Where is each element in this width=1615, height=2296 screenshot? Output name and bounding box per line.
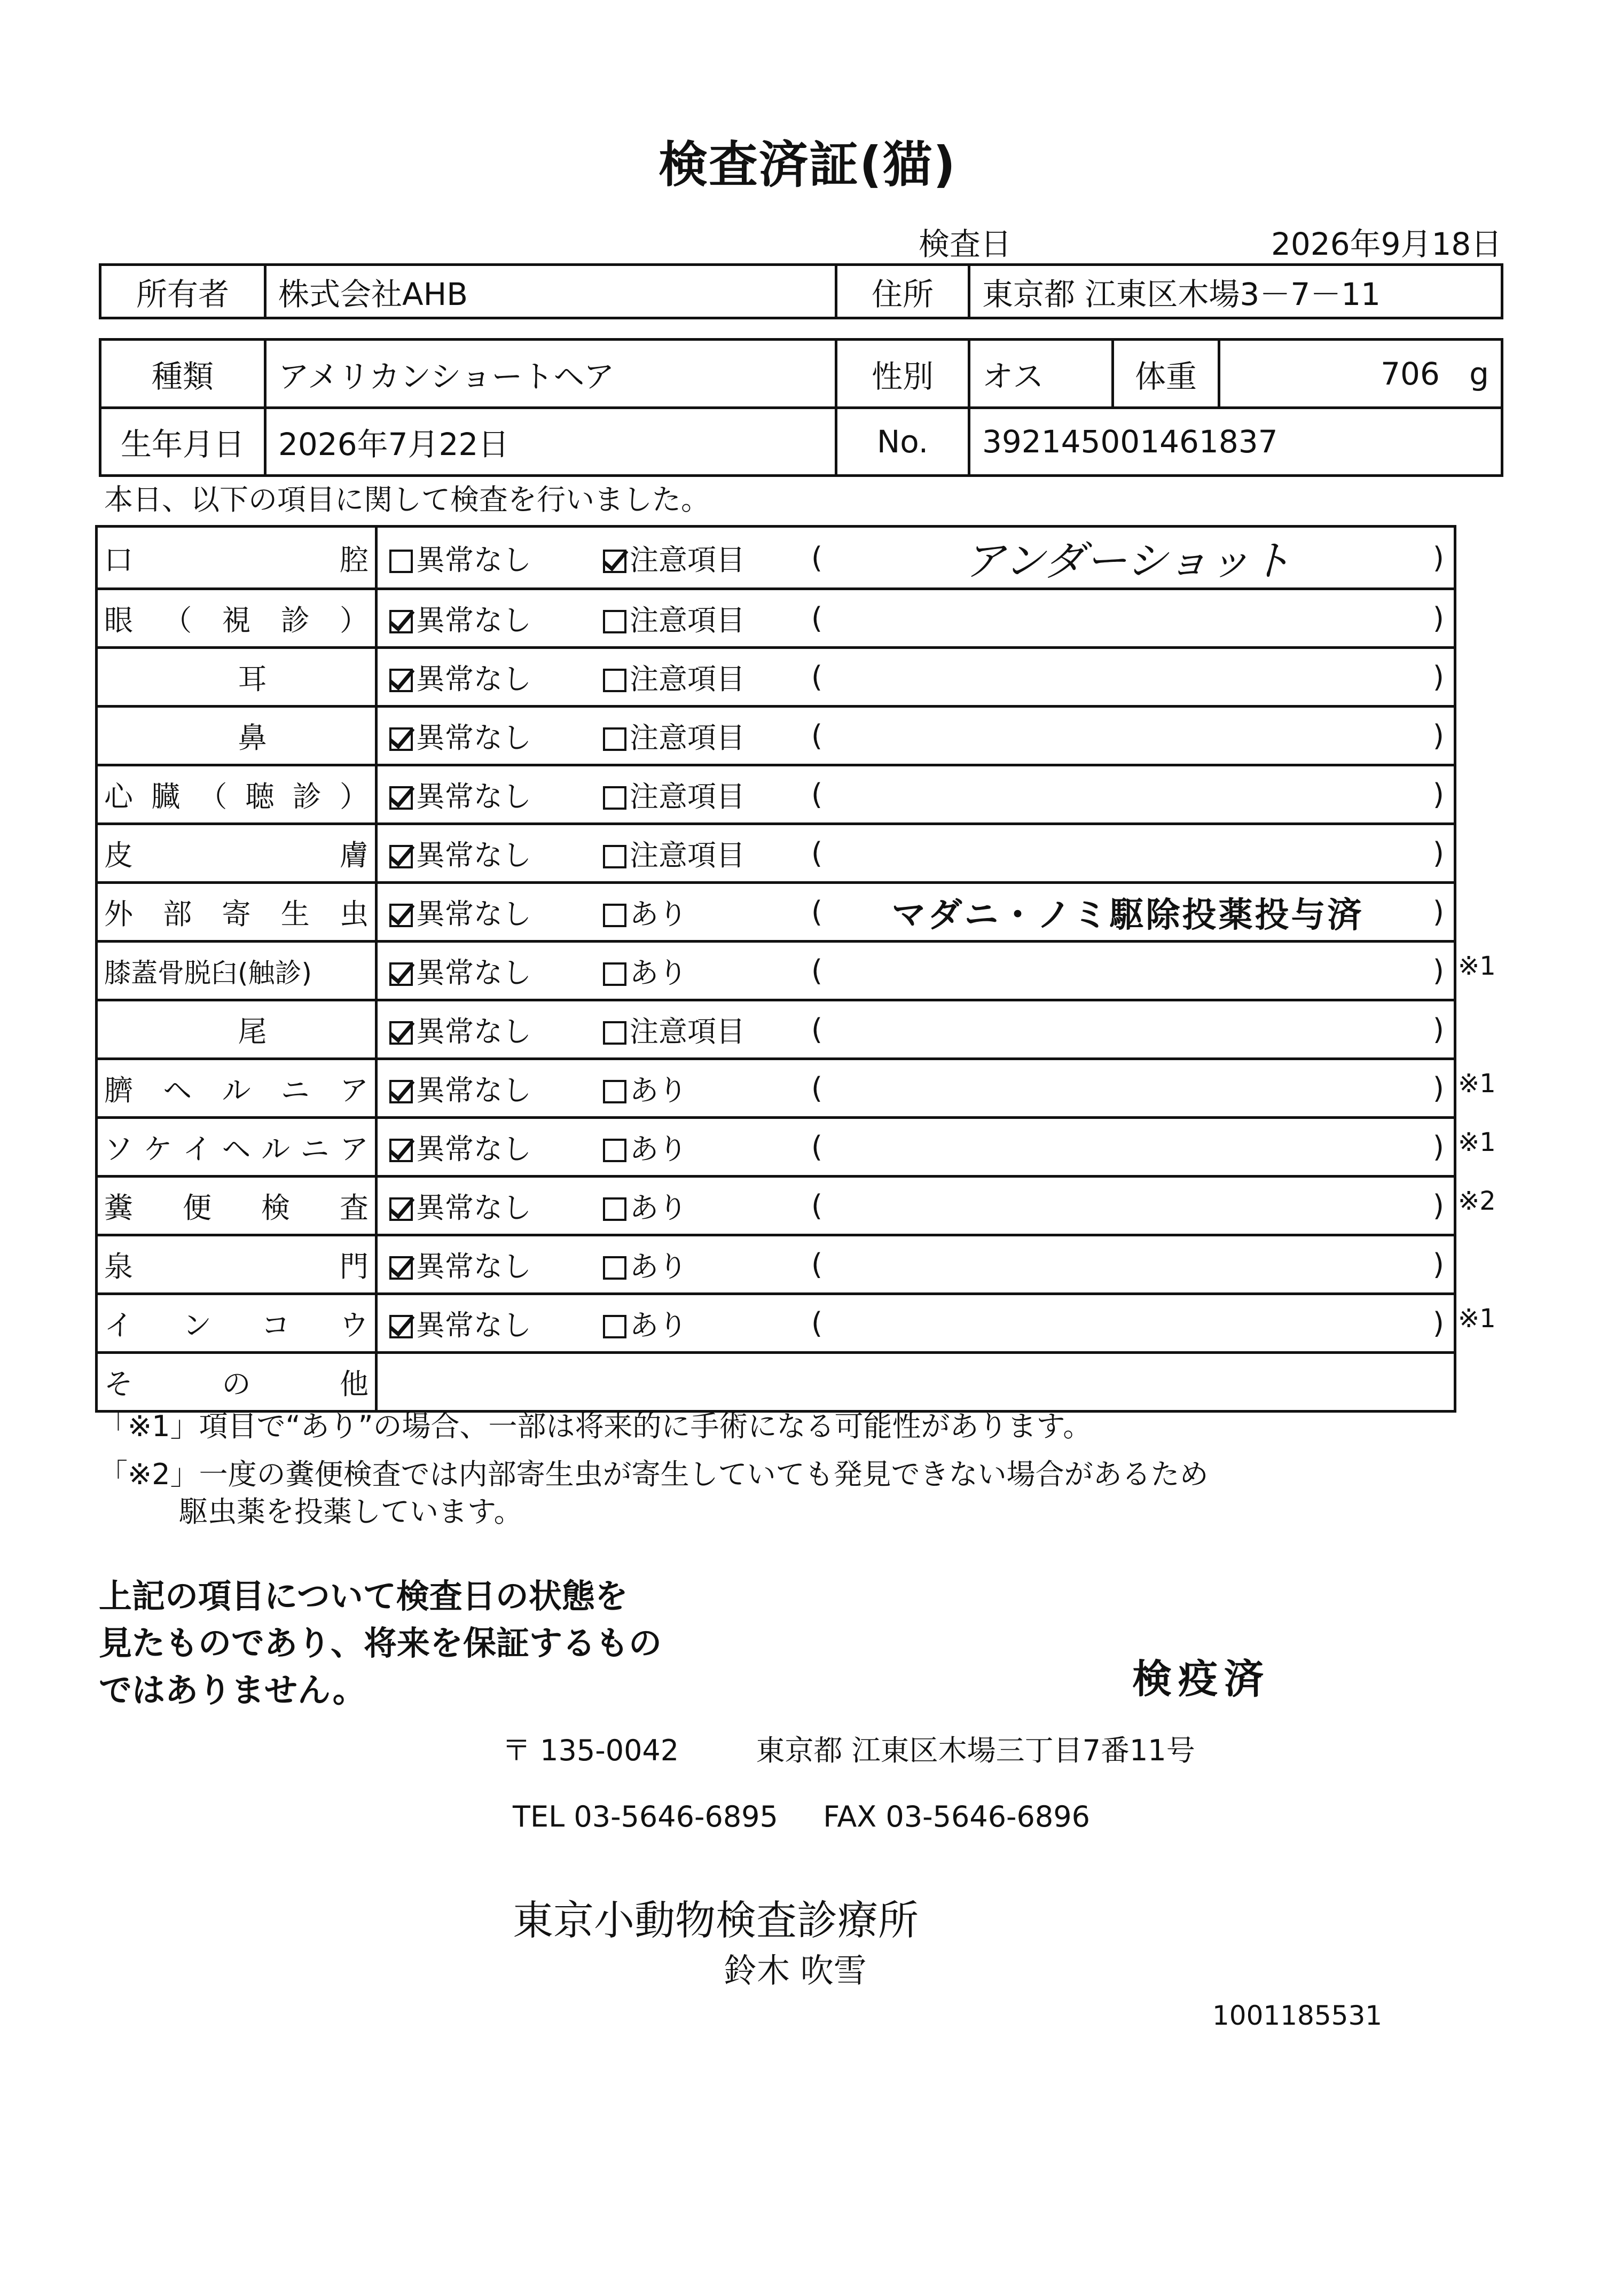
paren-open: ( [811,719,823,753]
check-item-label [97,942,377,1000]
disclaimer-line: 上記の項目について検査日の状態を [99,1577,628,1616]
checked-checkbox-icon[interactable] [389,1080,413,1103]
check-row [97,527,1455,589]
paren-open: ( [811,601,823,635]
number-label: No. [836,408,969,476]
check-item-text: 尾 [238,1015,267,1048]
check-result [377,1235,1455,1294]
paren-close: ) [1432,778,1444,811]
note-2: 「※2」一度の糞便検査では内部寄生虫が寄生していても発見できない場合があるため [99,1457,1209,1491]
paren-open: ( [811,778,823,811]
checked-checkbox-icon[interactable] [389,962,413,986]
paren-open: ( [811,1071,823,1105]
option-normal[interactable] [378,1126,603,1167]
checkbox-icon[interactable] [603,1139,626,1162]
check-row [97,589,1455,648]
checkbox-icon[interactable] [603,962,626,986]
document-title: 検査済証(猫) [658,136,957,193]
check-item-text: 口 腔 [104,543,369,577]
check-row [97,1059,1455,1118]
option-label: 異常なし [416,1015,531,1048]
checked-checkbox-icon[interactable] [389,904,413,927]
weight-cell [1219,340,1502,408]
check-item-text: イ ン コ ウ [104,1308,369,1342]
disclaimer-line: ではありません。 [99,1671,366,1710]
check-item-text: ソ ケ イ ヘ ル ニ ア [104,1132,369,1166]
check-row [97,1235,1455,1294]
checkbox-icon[interactable] [603,1315,626,1338]
paren-close: ) [1432,1248,1444,1281]
option-label: 異常なし [416,662,531,696]
breed-value: アメリカンショートヘア [265,340,836,408]
option-label: 注意項目 [630,543,745,577]
check-result [377,527,1455,589]
check-result [377,765,1455,824]
option-normal[interactable] [378,950,603,991]
intro-text: 本日、以下の項目に関して検査を行いました。 [104,483,710,516]
paren-close: ) [1432,719,1444,753]
checked-checkbox-icon[interactable] [389,1197,413,1221]
option-label: 異常なし [416,721,531,755]
number-value: 392145001461837 [969,408,1502,476]
check-item-text: 臍 ヘ ル ニ ア [104,1073,369,1107]
option-attention[interactable] [603,598,811,639]
option-attention[interactable] [603,774,811,815]
checked-checkbox-icon[interactable] [389,786,413,810]
check-result [377,1118,1455,1177]
checked-checkbox-icon[interactable] [389,1256,413,1280]
paren-close: ) [1432,1071,1444,1105]
checked-checkbox-icon[interactable] [389,1139,413,1162]
other-input[interactable] [377,1353,1455,1412]
paren-open: ( [811,1306,823,1340]
check-result [377,942,1455,1000]
pet-info-table [99,338,1503,477]
option-label: 異常なし [416,956,531,990]
option-attention[interactable] [603,1068,811,1109]
document-number: 1001185531 [1212,2000,1383,2031]
check-row [97,942,1455,1000]
paren-close: ) [1432,836,1444,870]
checked-checkbox-icon[interactable] [389,845,413,868]
owner-table [99,263,1503,319]
option-normal[interactable] [378,833,603,874]
option-label: 異常なし [416,897,531,931]
check-item-text: 眼 （ 視 診 ） [104,604,369,637]
footnote-mark: ※2 [1458,1186,1496,1216]
paren-open: ( [811,954,823,988]
check-result [377,707,1455,765]
disclaimer-line: 見たものであり、将来を保証するもの [99,1624,662,1663]
footnote-mark: ※1 [1458,951,1496,981]
check-result [377,648,1455,707]
checkbox-icon[interactable] [603,1080,626,1103]
check-item-label [97,527,377,589]
check-item-label [97,589,377,648]
check-row [97,707,1455,765]
check-result [377,1000,1455,1059]
option-normal[interactable] [378,656,603,698]
option-attention[interactable] [603,1009,811,1050]
paren-close: ) [1432,601,1444,635]
inspection-checks-table [95,525,1456,1413]
option-label: あり [630,1250,687,1283]
check-item-text: 鼻 [238,721,267,755]
check-item-text: 皮 膚 [104,839,369,872]
check-item-label [97,707,377,765]
check-result [377,824,1455,883]
option-label: 異常なし [416,1132,531,1166]
check-item-label [97,1059,377,1118]
option-attention[interactable] [603,715,811,756]
option-label: 異常なし [416,1073,531,1107]
check-row [97,765,1455,824]
check-row [97,648,1455,707]
paren-close: ) [1432,1189,1444,1223]
footnote-mark: ※1 [1458,1069,1496,1099]
check-row [97,883,1455,942]
address-value: 東京都 江東区木場3－7－11 [969,265,1502,318]
check-item-text: 心 臓 （ 聴 診 ） [104,780,369,813]
option-label: 注意項目 [630,662,745,696]
checkbox-icon[interactable] [603,727,626,751]
fax-number: FAX 03-5646-6896 [823,1800,1090,1833]
check-item-label [97,1118,377,1177]
option-label: 異常なし [416,604,531,637]
breed-label: 種類 [100,340,265,408]
checkbox-icon[interactable] [389,550,413,573]
check-item-label [97,1000,377,1059]
option-normal[interactable] [378,1303,603,1344]
owner-value: 株式会社AHB [265,265,836,318]
paren-close: ) [1432,1013,1444,1046]
paren-open: ( [811,1130,823,1164]
check-row-other [97,1353,1455,1412]
option-label: あり [630,1191,687,1225]
option-label: あり [630,1308,687,1342]
option-attention[interactable] [603,1244,811,1285]
postal-code: 〒 135-0042 [502,1734,679,1767]
birth-value: 2026年7月22日 [265,408,836,476]
disclaimer [99,1573,662,1714]
sex-value: オス [969,340,1113,408]
checked-checkbox-icon[interactable] [389,727,413,751]
footnote-mark: ※1 [1458,1127,1496,1157]
check-result [377,1177,1455,1235]
paren-close: ) [1432,954,1444,988]
option-label: あり [630,1132,687,1166]
check-row [97,1118,1455,1177]
option-label: 異常なし [416,839,531,872]
other-label: そ の 他 [104,1367,369,1401]
check-item-text: 泉 門 [104,1250,369,1283]
checkbox-icon[interactable] [603,904,626,927]
check-item-label [97,1353,377,1412]
check-result [377,883,1455,942]
option-label: 注意項目 [630,1015,745,1048]
option-attention[interactable] [603,1303,811,1344]
check-item-text: 糞 便 検 査 [104,1191,369,1225]
option-normal[interactable] [378,1009,603,1050]
checkbox-icon[interactable] [603,1021,626,1045]
clinic-address-line [502,1728,1195,1769]
paren-close: ) [1432,1306,1444,1340]
paren-open: ( [811,1248,823,1281]
check-item-label [97,883,377,942]
tel-number: TEL 03-5646-6895 [513,1800,778,1833]
checked-checkbox-icon[interactable] [389,669,413,692]
paren-open: ( [811,836,823,870]
option-label: 異常なし [416,1308,531,1342]
check-result [377,1294,1455,1353]
option-normal[interactable] [378,537,603,578]
option-label: 異常なし [416,780,531,813]
check-row [97,824,1455,883]
check-note: マダニ・ノミ駆除投薬投与済 [891,895,1364,935]
check-result [377,589,1455,648]
weight-label: 体重 [1113,340,1219,408]
option-attention[interactable] [603,950,811,991]
option-label: あり [630,897,687,931]
option-normal[interactable] [378,1068,603,1109]
option-normal[interactable] [378,1244,603,1285]
checkbox-icon[interactable] [603,1197,626,1221]
paren-open: ( [811,540,823,575]
check-result [377,1059,1455,1118]
check-item-label [97,1235,377,1294]
paren-close: ) [1432,540,1444,575]
birth-label: 生年月日 [100,408,265,476]
check-item-label [97,765,377,824]
option-label: 異常なし [416,543,531,577]
option-normal[interactable] [378,598,603,639]
check-item-text: 外 部 寄 生 虫 [104,897,369,931]
check-row [97,1000,1455,1059]
option-attention[interactable] [603,656,811,698]
option-attention[interactable] [603,833,811,874]
paren-open: ( [811,895,823,929]
paren-open: ( [811,660,823,694]
option-normal[interactable] [378,715,603,756]
option-label: 注意項目 [630,780,745,813]
option-label: 注意項目 [630,839,745,872]
option-label: 異常なし [416,1191,531,1225]
paren-open: ( [811,1013,823,1046]
checked-checkbox-icon[interactable] [389,610,413,633]
inspection-date-label: 検査日 [919,226,1012,262]
option-normal[interactable] [378,891,603,932]
checkbox-icon[interactable] [603,1256,626,1280]
weight-unit: g [1469,355,1489,392]
checked-checkbox-icon[interactable] [603,550,626,573]
sex-label: 性別 [836,340,969,408]
note-1: 「※1」項目で“あり”の場合、一部は将来的に手術になる可能性があります。 [99,1409,1092,1443]
option-label: あり [630,1073,687,1107]
option-normal[interactable] [378,774,603,815]
paren-close: ) [1432,660,1444,694]
checkbox-icon[interactable] [603,669,626,692]
check-item-label [97,1294,377,1353]
checkbox-icon[interactable] [603,845,626,868]
check-row [97,1294,1455,1353]
note-2-continued: 駆虫薬を投薬しています。 [179,1495,523,1529]
option-label: あり [630,956,687,990]
clinic-name: 東京小動物検査診療所 [513,1897,919,1944]
check-note: アンダーショット [963,537,1292,585]
option-attention[interactable] [603,1126,811,1167]
weight-value: 706 [1381,355,1440,392]
paren-close: ) [1432,1130,1444,1164]
option-attention[interactable] [603,537,811,578]
checkbox-icon[interactable] [603,786,626,810]
clinic-address: 東京都 江東区木場三丁目7番11号 [756,1734,1195,1767]
checked-checkbox-icon[interactable] [389,1315,413,1338]
option-attention[interactable] [603,1185,811,1226]
inspection-date: 2026年9月18日 [1271,226,1502,262]
option-label: 異常なし [416,1250,531,1283]
quarantine-stamp: 検疫済 [1132,1656,1270,1702]
check-item-text: 膝蓋骨脱臼(触診) [104,957,312,989]
check-item-label [97,1177,377,1235]
footnote-mark: ※1 [1458,1304,1496,1334]
check-item-text: 耳 [238,662,267,696]
option-normal[interactable] [378,1185,603,1226]
owner-label: 所有者 [100,265,265,318]
paren-close: ) [1432,895,1444,929]
option-label: 注意項目 [630,604,745,637]
contact-line [513,1800,1090,1833]
option-label: 注意項目 [630,721,745,755]
checked-checkbox-icon[interactable] [389,1021,413,1045]
address-label: 住所 [836,265,969,318]
check-row [97,1177,1455,1235]
checkbox-icon[interactable] [603,610,626,633]
check-item-label [97,648,377,707]
check-item-label [97,824,377,883]
option-attention[interactable] [603,891,811,932]
paren-open: ( [811,1189,823,1223]
inspector-name: 鈴木 吹雪 [724,1951,867,1990]
